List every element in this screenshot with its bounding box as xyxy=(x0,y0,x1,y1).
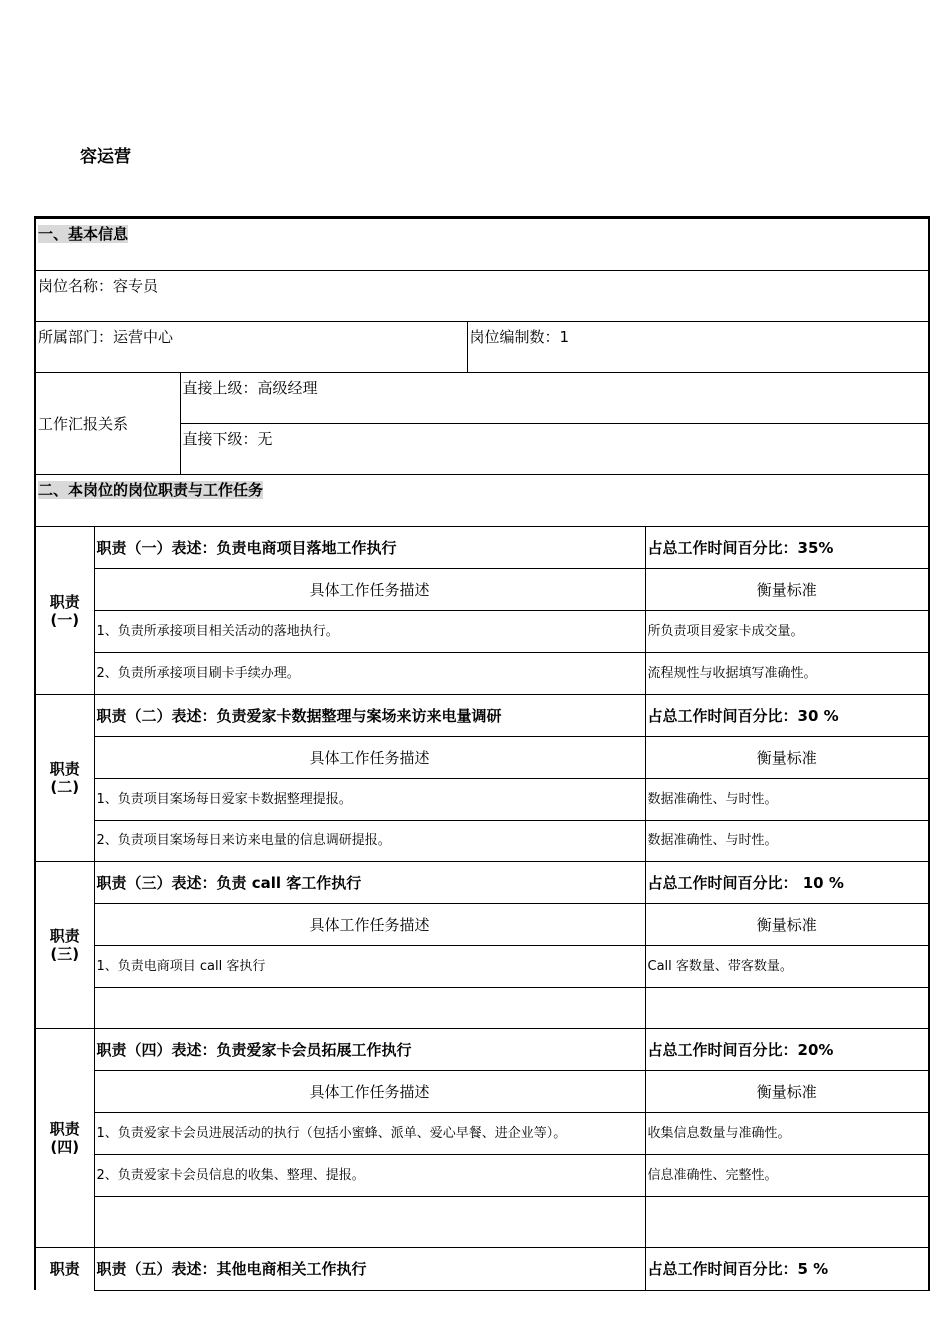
responsibility-3-label xyxy=(35,862,94,1029)
responsibility-3-task-header: 具体工作任务描述 xyxy=(94,904,645,946)
responsibility-3-description: 职责（三）表述：负责 call 客工作执行 xyxy=(94,862,645,904)
responsibility-3-measure-header: 衡量标准 xyxy=(645,904,929,946)
responsibility-2-percent: 占总工作时间百分比：30 % xyxy=(645,695,929,737)
responsibility-1-measure-header: 衡量标准 xyxy=(645,569,929,611)
responsibility-1-label-top: 职责 xyxy=(49,592,80,611)
responsibility-5-label xyxy=(35,1248,94,1291)
responsibility-2-label-top: 职责 xyxy=(49,760,80,778)
subordinate-cell: 直接下级：无 xyxy=(180,424,929,475)
position-name-cell: 岗位名称：容专员 xyxy=(35,271,929,322)
responsibility-3-measure-1: Call 客数量、带客数量。 xyxy=(645,946,929,988)
responsibility-3-label-bottom: (三) xyxy=(50,945,80,963)
responsibility-1-task-header: 具体工作任务描述 xyxy=(94,569,645,611)
responsibility-4-label xyxy=(35,1029,94,1248)
responsibility-2-description: 职责（二）表述：负责爱家卡数据整理与案场来访来电量调研 xyxy=(94,695,645,737)
responsibility-1-measure-1: 所负责项目爱家卡成交量。 xyxy=(645,611,929,653)
responsibility-3-label-top: 职责 xyxy=(49,927,80,945)
responsibility-4-percent: 占总工作时间百分比：20% xyxy=(645,1029,929,1071)
section-duties-title: 二、本岗位的岗位职责与工作任务 xyxy=(38,481,264,499)
responsibility-1-description: 职责（一）表述：负责电商项目落地工作执行 xyxy=(94,527,467,569)
responsibility-4-label-top: 职责 xyxy=(49,1120,80,1138)
responsibility-4-description: 职责（四）表述：负责爱家卡会员拓展工作执行 xyxy=(94,1029,645,1071)
responsibility-5-description: 职责（五）表述：其他电商相关工作执行 xyxy=(94,1248,645,1291)
responsibility-4-measure-1: 收集信息数量与准确性。 xyxy=(645,1113,929,1155)
headcount-cell: 岗位编制数：1 xyxy=(467,322,929,373)
responsibility-4-task-2: 2、负责爱家卡会员信息的收集、整理、提报。 xyxy=(94,1155,645,1197)
responsibility-4-label-bottom: (四) xyxy=(50,1138,80,1156)
responsibility-2-label xyxy=(35,695,94,862)
responsibility-2-task-1: 1、负责项目案场每日爱家卡数据整理提报。 xyxy=(94,779,645,821)
responsibility-3-task-2 xyxy=(94,988,645,1029)
responsibility-4-measure-3 xyxy=(645,1197,929,1248)
job-description-table xyxy=(34,216,930,1291)
responsibility-2-measure-header: 衡量标准 xyxy=(645,737,929,779)
department-cell: 所属部门：运营中心 xyxy=(35,322,467,373)
responsibility-4-measure-header: 衡量标准 xyxy=(645,1071,929,1113)
responsibility-3-percent: 占总工作时间百分比： 10 % xyxy=(645,862,929,904)
responsibility-1-label-bottom: (一) xyxy=(50,610,80,629)
responsibility-2-task-2: 2、负责项目案场每日来访来电量的信息调研提报。 xyxy=(94,821,645,862)
responsibility-1-percent: 占总工作时间百分比：35% xyxy=(645,527,929,569)
section-basic-info-heading xyxy=(35,218,929,271)
responsibility-1-task-2: 2、负责所承接项目刷卡手续办理。 xyxy=(94,653,645,695)
responsibility-2-label-bottom: (二) xyxy=(50,778,80,796)
responsibility-4-measure-2: 信息准确性、完整性。 xyxy=(645,1155,929,1197)
section-duties-heading xyxy=(35,475,929,527)
responsibility-4-task-header: 具体工作任务描述 xyxy=(94,1071,645,1113)
responsibility-1-measure-2: 流程规性与收据填写准确性。 xyxy=(645,653,929,695)
responsibility-1-label xyxy=(35,527,94,695)
document-title: 容运营 xyxy=(80,147,131,167)
responsibility-2-task-header: 具体工作任务描述 xyxy=(94,737,645,779)
responsibility-4-task-3 xyxy=(94,1197,645,1248)
responsibility-3-measure-2 xyxy=(645,988,929,1029)
report-relation-label: 工作汇报关系 xyxy=(35,373,180,475)
responsibility-2-measure-1: 数据准确性、与时性。 xyxy=(645,779,929,821)
section-basic-info-title: 一、基本信息 xyxy=(38,225,129,243)
superior-cell: 直接上级：高级经理 xyxy=(180,373,929,424)
responsibility-5-label-top: 职责 xyxy=(49,1260,80,1278)
responsibility-5-percent: 占总工作时间百分比：5 % xyxy=(645,1248,929,1291)
responsibility-2-measure-2: 数据准确性、与时性。 xyxy=(645,821,929,862)
responsibility-3-task-1: 1、负责电商项目 call 客执行 xyxy=(94,946,645,988)
responsibility-4-task-1: 1、负责爱家卡会员进展活动的执行（包括小蜜蜂、派单、爱心早餐、进企业等）。 xyxy=(94,1113,645,1155)
responsibility-1-task-1: 1、负责所承接项目相关活动的落地执行。 xyxy=(94,611,645,653)
